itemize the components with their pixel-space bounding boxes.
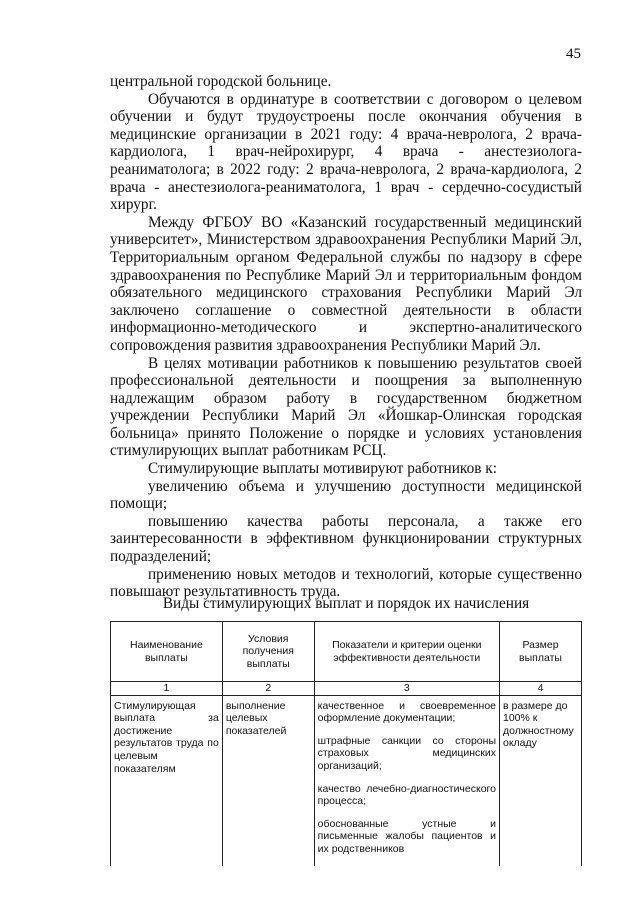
column-number: 3 xyxy=(314,682,499,696)
paragraph: В целях мотивации работников к повышению результатов своей профессиональной деятельности и поощрения за выполненную надлежащим образом работу в государственном бюджетном учреждении Республики Марий Эл «Йошкар-Олинская городская больница» принято Положение о порядке и условиях установления стимулирующих выплат работникам РСЦ. xyxy=(110,354,582,460)
page-number: 45 xyxy=(566,46,581,62)
criterion-item: качество лечебно-диагностического процесса; xyxy=(317,782,496,808)
column-number: 1 xyxy=(111,682,223,696)
list-item: повышению качества работы персонала, а также его заинтересованности в эффективном функционировании структурных подразделений; xyxy=(110,512,582,566)
body-text xyxy=(110,73,582,601)
column-header-condition: Условия получения выплаты xyxy=(222,622,314,682)
table-caption: Виды стимулирующих выплат и порядок их начисления xyxy=(162,595,530,612)
paragraph: Стимулирующие выплаты мотивируют работников к: xyxy=(148,460,497,478)
criterion-item: обоснованные устные и письменные жалобы пациентов и их родственников xyxy=(317,817,496,855)
list-item: увеличению объема и улучшению доступности медицинской помощи; xyxy=(110,477,582,513)
list-item: применению новых методов и технологий, которые существенно повышают результативность труда. xyxy=(110,565,582,601)
table-header-row xyxy=(111,622,582,682)
column-number: 4 xyxy=(500,682,582,696)
table-row xyxy=(111,695,582,865)
paragraph: центральной городской больнице. xyxy=(110,73,332,90)
column-header-criteria: Показатели и критерии оценки эффективности деятельности xyxy=(314,622,499,682)
table-number-row xyxy=(111,682,582,696)
criterion-item: качественное и своевременное оформление документации; xyxy=(317,699,496,725)
criterion-item: штрафные санкции со стороны страховых медицинских организаций; xyxy=(317,734,496,772)
column-number: 2 xyxy=(222,682,314,696)
column-header-name: Наименование выплаты xyxy=(111,622,223,682)
criteria-cell xyxy=(314,695,499,865)
payment-amount-cell: в размере до 100% к должностному окладу xyxy=(500,695,582,865)
payment-condition-cell: выполнение целевых показателей xyxy=(222,695,314,865)
payment-name-cell: Стимулирующая выплата за достижение результатов труда по целевым показателям xyxy=(111,695,223,865)
incentive-payments-table xyxy=(110,621,582,866)
paragraph: Между ФГБОУ ВО «Казанский государственный медицинский университет», Министерством здравоохранения Республики Марий Эл, Территориальным органом Федеральной службы по надзору в сфере здравоохранения по Республике Марий Эл и территориальным фондом обязательного медицинского страхования Республики Марий Эл заключено соглашение о совместной деятельности в области информационно-методического и экспертно-аналитического сопровождения развития здравоохранения Республики Марий Эл. xyxy=(110,213,582,354)
column-header-amount: Размер выплаты xyxy=(500,622,582,682)
paragraph: Обучаются в ординатуре в соответствии с договором о целевом обучении и будут трудоустроены после окончания обучения в медицинские организации в 2021 году: 4 врача-невролога, 2 врача-кардиолога, 1 врач-нейрохирург, 4 врача - анестезиолога-реаниматолога; в 2022 году: 2 врача-невролога, 2 врача-кардиолога, 2 врача - анестезиолога-реаниматолога, 1 врач - сердечно-сосудистый хирург. xyxy=(110,90,582,214)
